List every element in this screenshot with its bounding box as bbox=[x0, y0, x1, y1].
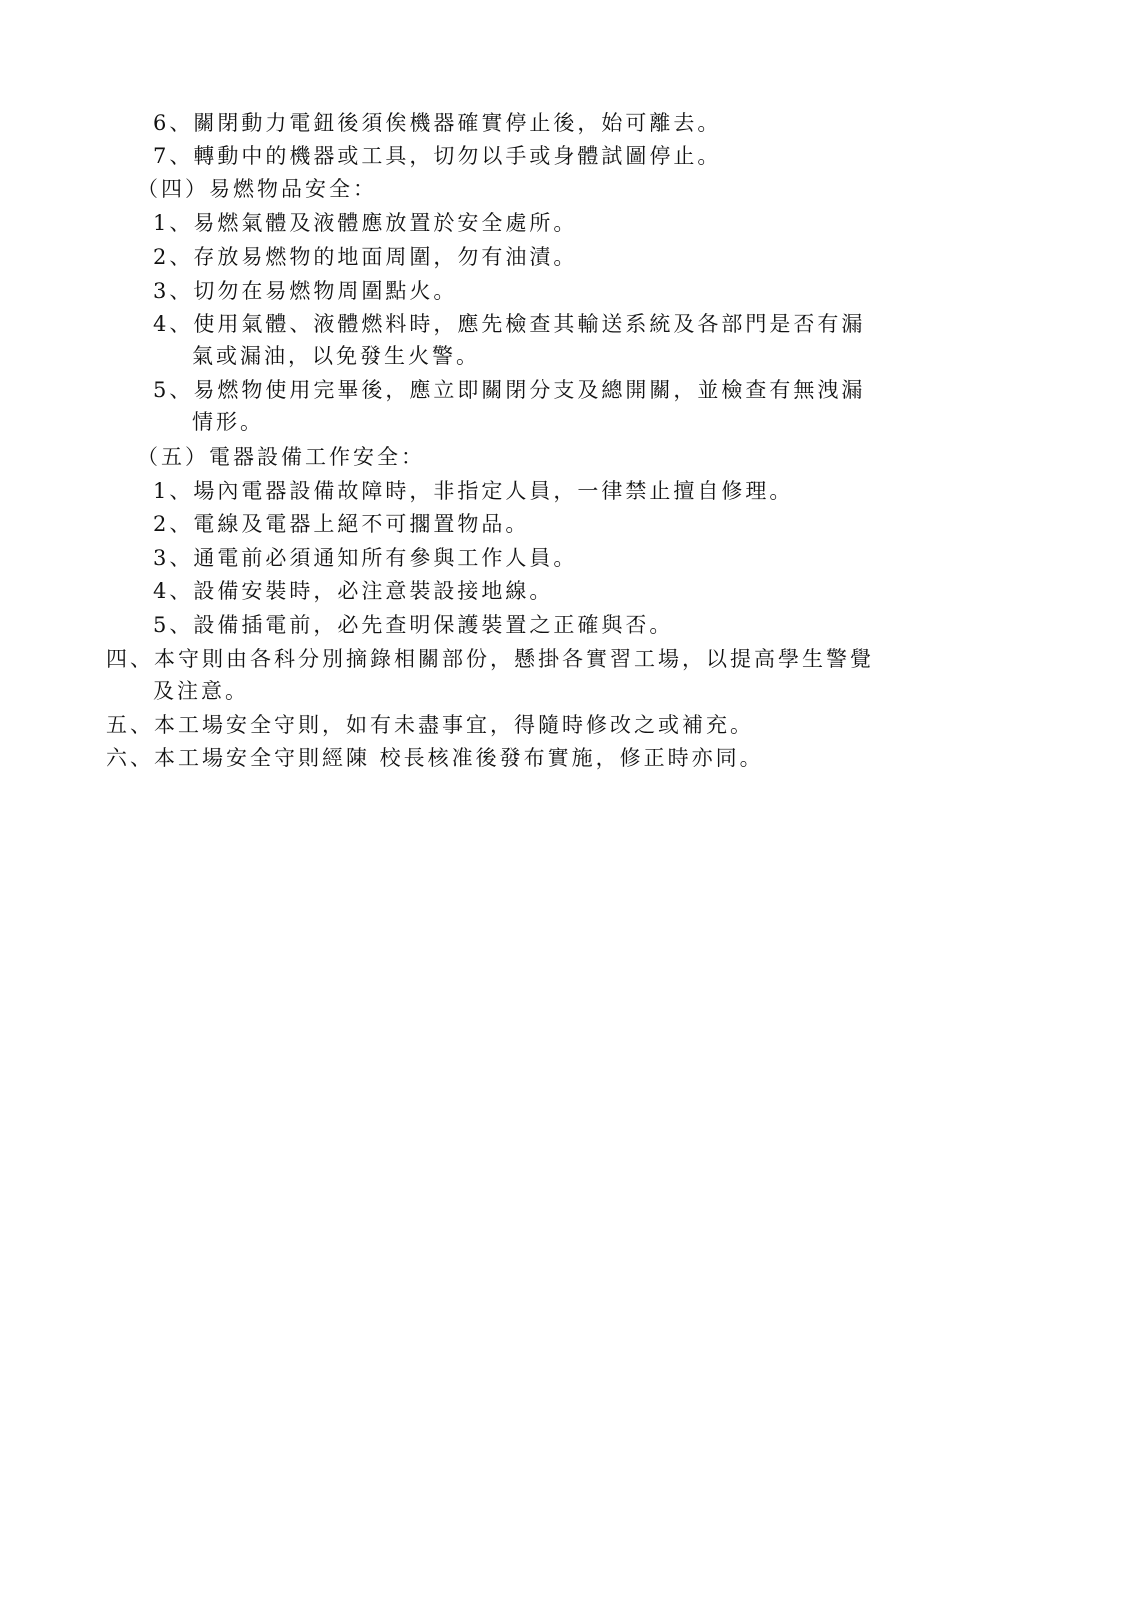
electrical-item-5: 5、設備插電前，必先查明保護裝置之正確與否。 bbox=[153, 613, 674, 637]
rule-item-7: 7、轉動中的機器或工具，切勿以手或身體試圖停止。 bbox=[153, 144, 722, 168]
article-4-continued: 及注意。 bbox=[153, 679, 249, 703]
section-heading-electrical: （五）電器設備工作安全： bbox=[137, 445, 425, 469]
flammables-item-5-continued: 情形。 bbox=[192, 410, 264, 434]
flammables-item-1: 1、易燃氣體及液體應放置於安全處所。 bbox=[153, 211, 578, 235]
electrical-item-4: 4、設備安裝時，必注意裝設接地線。 bbox=[153, 579, 554, 603]
flammables-item-3: 3、切勿在易燃物周圍點火。 bbox=[153, 279, 458, 303]
flammables-item-5: 5、易燃物使用完畢後，應立即關閉分支及總開關，並檢查有無洩漏 bbox=[153, 378, 866, 402]
electrical-item-1: 1、場內電器設備故障時，非指定人員，一律禁止擅自修理。 bbox=[153, 479, 794, 503]
article-6: 六、本工場安全守則經陳 校長核准後發布實施，修正時亦同。 bbox=[106, 746, 764, 770]
section-heading-flammables: （四）易燃物品安全： bbox=[137, 177, 377, 201]
flammables-item-2: 2、存放易燃物的地面周圍，勿有油漬。 bbox=[153, 245, 578, 269]
flammables-item-4: 4、使用氣體、液體燃料時，應先檢查其輸送系統及各部門是否有漏 bbox=[153, 312, 866, 336]
flammables-item-4-continued: 氣或漏油，以免發生火警。 bbox=[192, 344, 480, 368]
article-4: 四、本守則由各科分別摘錄相關部份，懸掛各實習工場，以提高學生警覺 bbox=[106, 647, 874, 671]
electrical-item-3: 3、通電前必須通知所有參與工作人員。 bbox=[153, 546, 578, 570]
article-5: 五、本工場安全守則，如有未盡事宜，得隨時修改之或補充。 bbox=[106, 713, 754, 737]
rule-item-6: 6、關閉動力電鈕後須俟機器確實停止後，始可離去。 bbox=[153, 111, 722, 135]
electrical-item-2: 2、電線及電器上絕不可擱置物品。 bbox=[153, 512, 530, 536]
